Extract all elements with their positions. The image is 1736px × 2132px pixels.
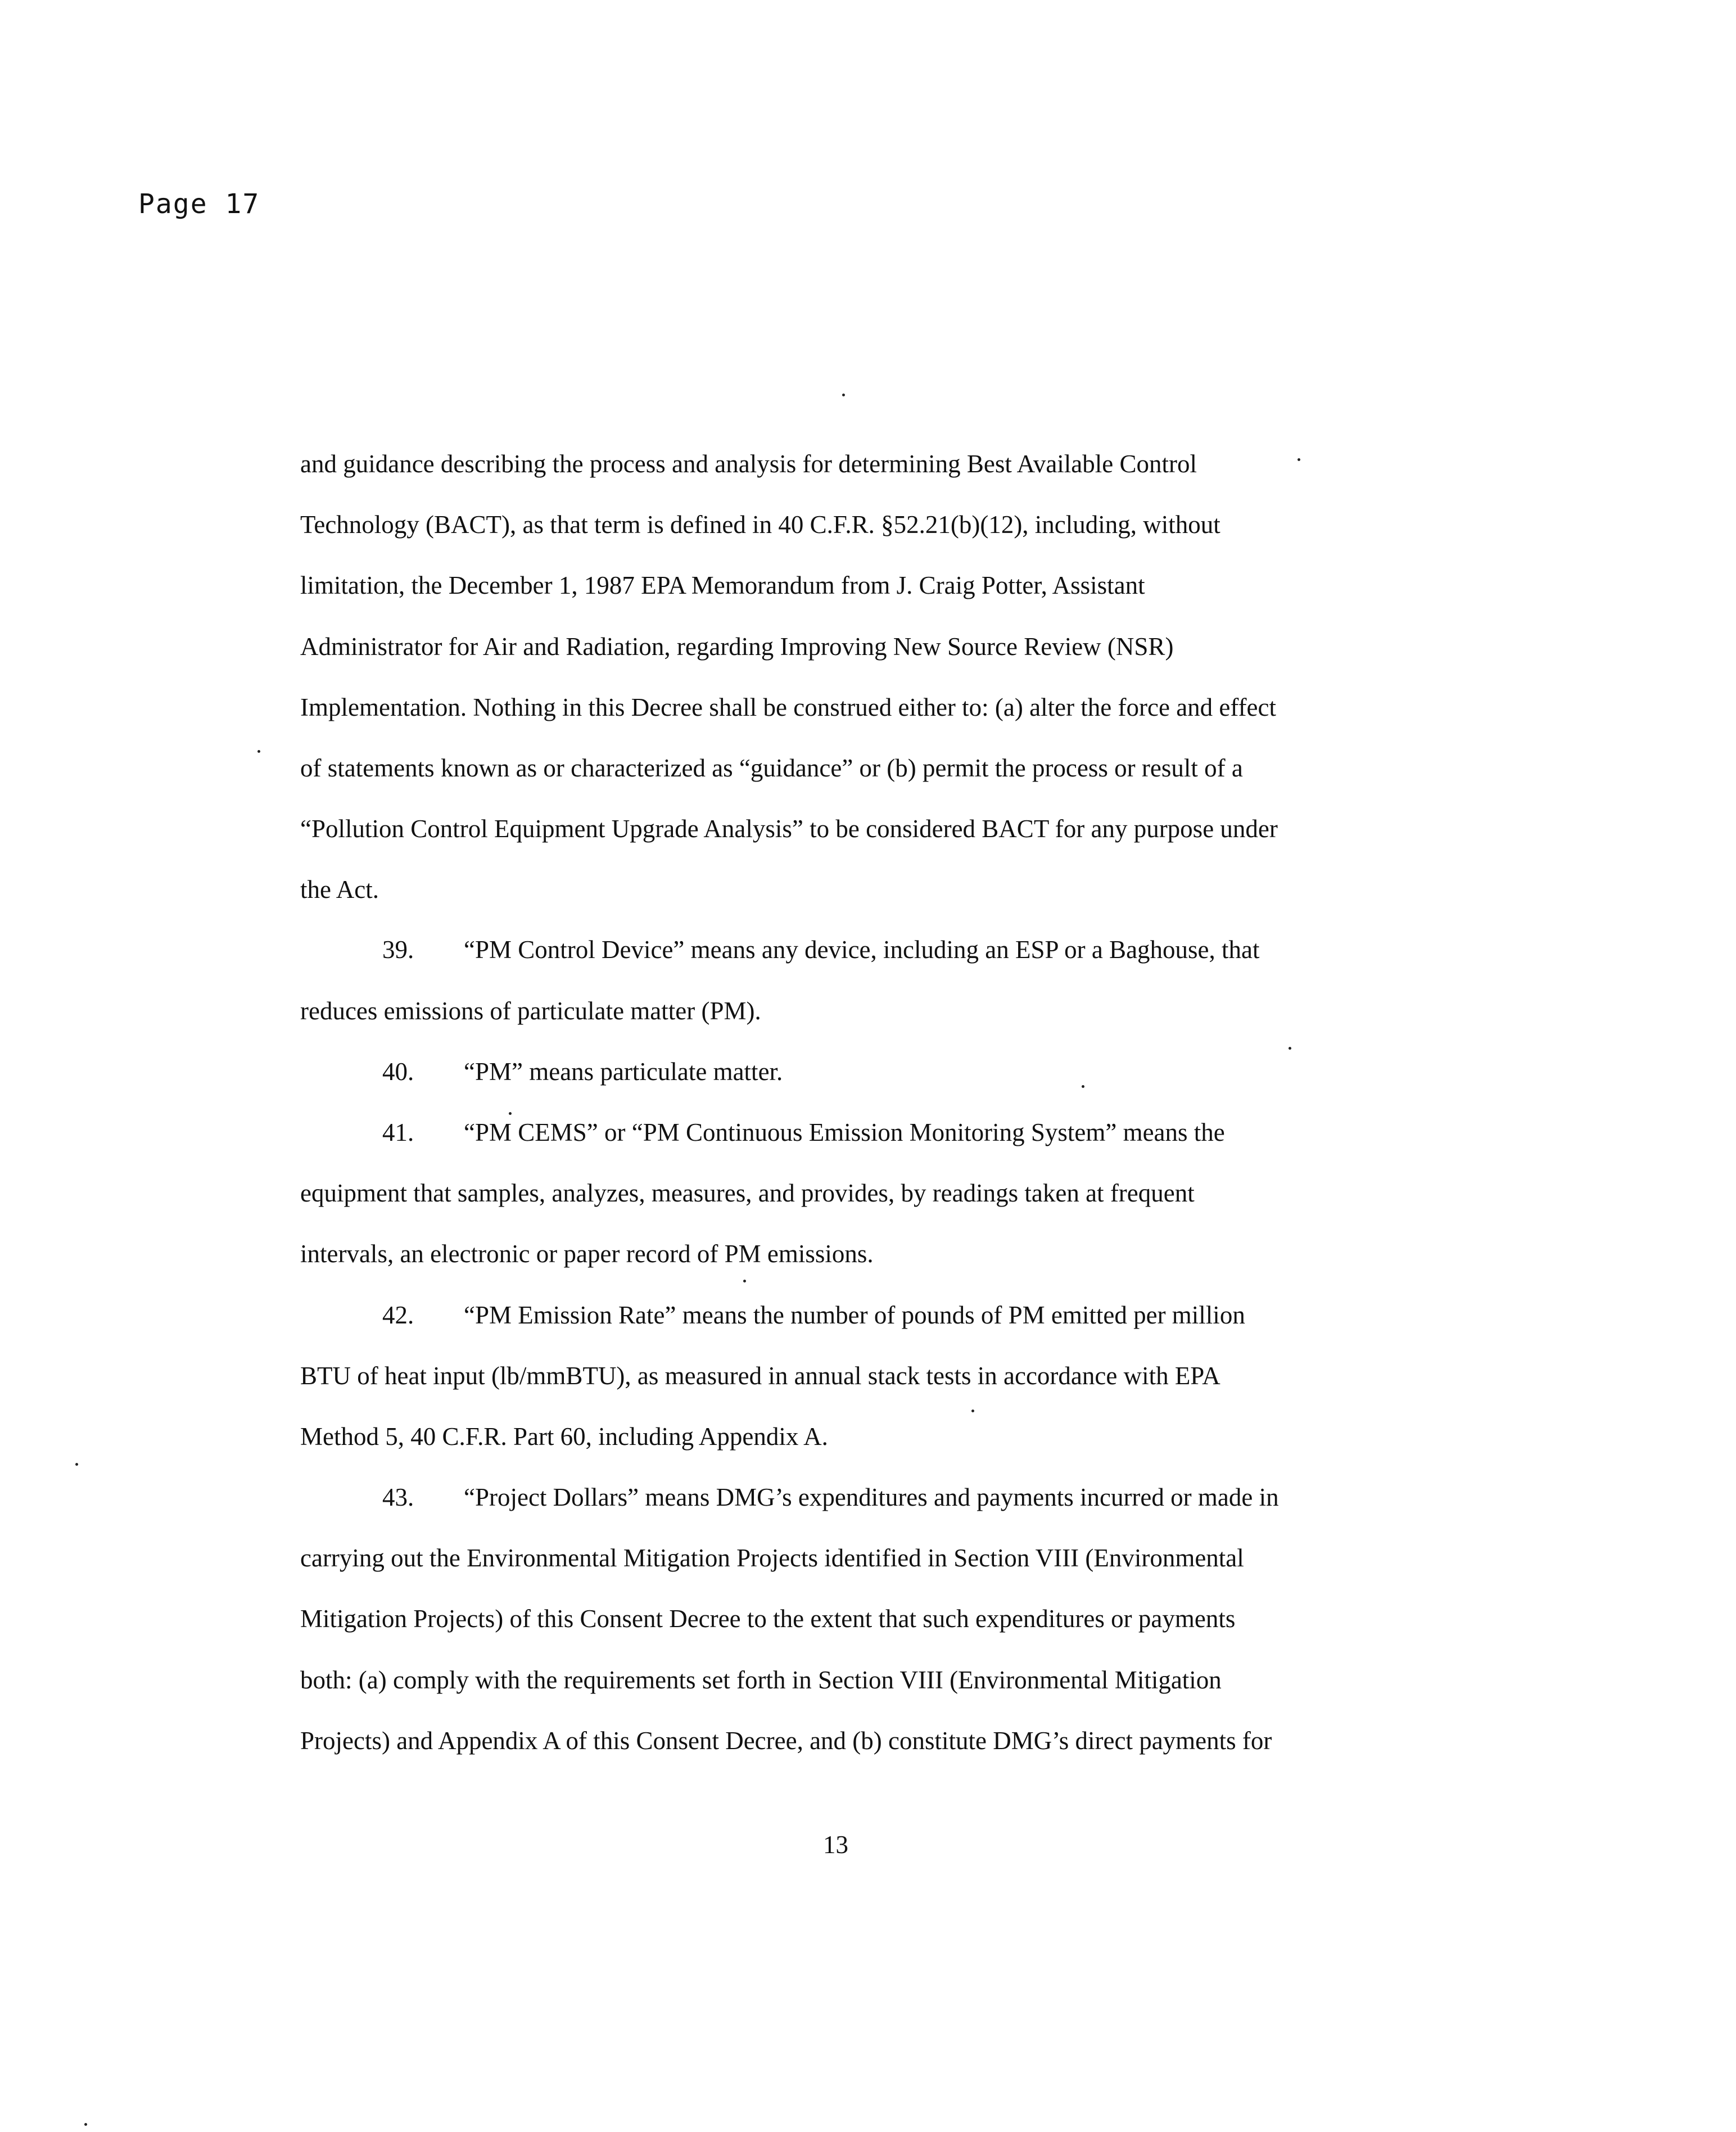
- scan-speck: [842, 394, 845, 396]
- scan-speck: [743, 1280, 746, 1282]
- text-line: Administrator for Air and Radiation, regarding Improving New Source Review (NSR): [300, 633, 1174, 661]
- scan-speck: [84, 2123, 87, 2126]
- text-line: Projects) and Appendix A of this Consent Decree, and (b) constitute DMG’s direct payments for: [300, 1727, 1272, 1755]
- text-line: of statements known as or characterized as “guidance” or (b) permit the process or result of a: [300, 754, 1243, 782]
- paragraph-number: 41.: [382, 1118, 414, 1146]
- text-line: Implementation. Nothing in this Decree shall be construed either to: (a) alter the force and effect: [300, 693, 1276, 721]
- text-line: Technology (BACT), as that term is defined in 40 C.F.R. §52.21(b)(12), including, without: [300, 511, 1220, 539]
- text-line: the Act.: [300, 875, 379, 904]
- text-line: “PM Emission Rate” means the number of pounds of PM emitted per million: [464, 1301, 1245, 1329]
- text-line: equipment that samples, analyzes, measures, and provides, by readings taken at frequent: [300, 1179, 1195, 1207]
- text-line: reduces emissions of particulate matter (PM).: [300, 997, 761, 1025]
- scan-speck: [75, 1463, 78, 1466]
- text-line: “PM” means particulate matter.: [464, 1058, 783, 1086]
- text-line: intervals, an electronic or paper record of PM emissions.: [300, 1240, 874, 1268]
- paragraph-number: 40.: [382, 1058, 414, 1086]
- text-line: BTU of heat input (lb/mmBTU), as measured in annual stack tests in accordance with EPA: [300, 1362, 1220, 1390]
- scan-speck: [1289, 1047, 1291, 1050]
- text-line: “PM CEMS” or “PM Continuous Emission Monitoring System” means the: [464, 1118, 1225, 1146]
- text-line: Mitigation Projects) of this Consent Decree to the extent that such expenditures or payments: [300, 1605, 1236, 1633]
- scan-speck: [1298, 458, 1300, 461]
- text-line: Method 5, 40 C.F.R. Part 60, including Appendix A.: [300, 1422, 828, 1451]
- paragraph-number: 39.: [382, 936, 414, 964]
- text-line: limitation, the December 1, 1987 EPA Memorandum from J. Craig Potter, Assistant: [300, 571, 1145, 599]
- text-line: both: (a) comply with the requirements set forth in Section VIII (Environmental Mitigation: [300, 1666, 1222, 1694]
- text-line: and guidance describing the process and analysis for determining Best Available Control: [300, 450, 1197, 478]
- scan-speck: [257, 750, 260, 753]
- text-line: carrying out the Environmental Mitigation Projects identified in Section VIII (Environmental: [300, 1544, 1244, 1572]
- paragraph-number: 42.: [382, 1301, 414, 1329]
- text-line: “Project Dollars” means DMG’s expenditures and payments incurred or made in: [464, 1483, 1279, 1511]
- page-number: 13: [823, 1831, 848, 1859]
- text-line: “Pollution Control Equipment Upgrade Analysis” to be considered BACT for any purpose under: [300, 815, 1278, 843]
- text-line: “PM Control Device” means any device, including an ESP or a Baghouse, that: [464, 936, 1260, 964]
- scan-speck: [971, 1410, 974, 1412]
- page-header-label: Page 17: [138, 188, 260, 220]
- paragraph-number: 43.: [382, 1483, 414, 1511]
- scan-speck: [509, 1112, 512, 1115]
- scan-speck: [1082, 1085, 1084, 1088]
